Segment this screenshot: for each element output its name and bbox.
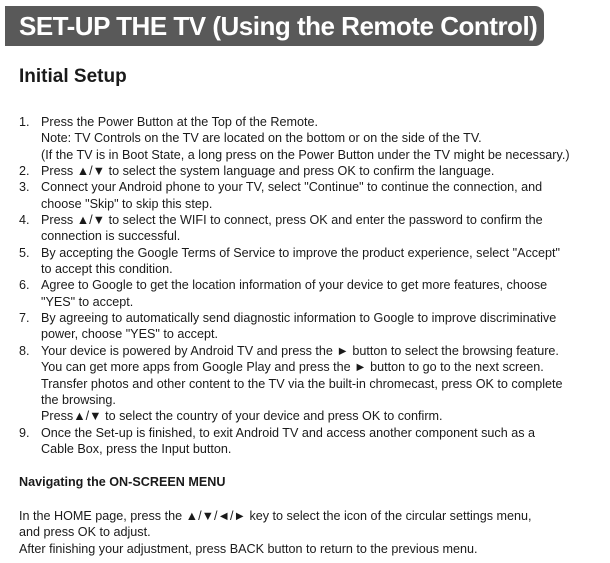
- step-text-line: By accepting the Google Terms of Service to improve the product experience, select "Accept": [41, 245, 561, 260]
- step-text-line: connection is successful.: [41, 229, 181, 244]
- step-text-line: Your device is powered by Android TV and press the ► button to select the browsing feature.: [41, 343, 559, 358]
- step-text-line: choose "Skip" to skip this step.: [41, 196, 213, 211]
- step-text-line: the browsing.: [41, 392, 116, 407]
- step-text-line: Cable Box, press the Input button.: [41, 441, 232, 456]
- step-text: [41, 277, 607, 310]
- step-number: 5.: [19, 245, 30, 260]
- step-text-line: (If the TV is in Boot State, a long press on the Power Button under the TV might be necessary.): [41, 147, 570, 162]
- step-text: [41, 114, 607, 163]
- step-number: 8.: [19, 343, 30, 358]
- setup-step: [19, 179, 607, 212]
- banner-title: SET-UP THE TV (Using the Remote Control): [19, 11, 538, 41]
- step-number: 6.: [19, 278, 30, 293]
- step-number: 2.: [19, 164, 30, 179]
- step-text-line: Agree to Google to get the location information of your device to get more features, choose: [41, 278, 548, 293]
- step-text-line: to accept this condition.: [41, 262, 173, 277]
- step-text-line: "YES" to accept.: [41, 294, 134, 309]
- step-number: 9.: [19, 425, 30, 440]
- step-text: [41, 212, 607, 245]
- step-text-line: Press ▲/▼ to select the system language and press OK to confirm the language.: [41, 164, 495, 179]
- step-text-line: Press the Power Button at the Top of the Remote.: [41, 115, 318, 129]
- step-text: [41, 163, 607, 179]
- step-text-line: You can get more apps from Google Play and press the ► button to go to the next screen.: [41, 360, 544, 375]
- setup-step: [19, 163, 607, 179]
- step-number: 4.: [19, 213, 30, 228]
- step-text-line: Connect your Android phone to your TV, select "Continue" to continue the connection, and: [41, 180, 543, 195]
- step-number: 3.: [19, 180, 30, 195]
- step-text-line: Press▲/▼ to select the country of your device and press OK to confirm.: [41, 409, 443, 424]
- setup-step: [19, 245, 607, 278]
- step-text-line: Once the Set-up is finished, to exit Android TV and access another component such as a: [41, 425, 536, 440]
- step-text: [41, 245, 607, 278]
- setup-step: [19, 114, 607, 163]
- step-text-line: Note: TV Controls on the TV are located on the bottom or on the side of the TV.: [41, 131, 482, 146]
- setup-steps-list: [19, 114, 607, 457]
- setup-step: [19, 310, 607, 343]
- setup-step: [19, 277, 607, 310]
- step-text: [41, 425, 607, 458]
- setup-step: [19, 425, 607, 458]
- step-number: 7.: [19, 311, 30, 326]
- step-text: [41, 179, 607, 212]
- paragraph-line: and press OK to adjust.: [19, 525, 151, 540]
- step-text-line: Transfer photos and other content to the TV via the built-in chromecast, press OK to complete: [41, 376, 563, 391]
- step-text-line: power, choose "YES" to accept.: [41, 327, 218, 342]
- step-text: [41, 310, 607, 343]
- page-banner: [5, 6, 544, 46]
- step-text-line: By agreeing to automatically send diagnostic information to Google to improve discriminative: [41, 311, 557, 326]
- setup-step: [19, 212, 607, 245]
- navigating-paragraph: [19, 508, 607, 557]
- step-text-line: Press ▲/▼ to select the WIFI to connect, press OK and enter the password to confirm the: [41, 213, 543, 228]
- step-text: [41, 343, 607, 425]
- step-number: 1.: [19, 115, 30, 129]
- setup-step: [19, 343, 607, 425]
- navigating-heading: Navigating the ON-SCREEN MENU: [19, 475, 226, 489]
- section-title: Initial Setup: [19, 66, 127, 87]
- paragraph-line: After finishing your adjustment, press BACK button to return to the previous menu.: [19, 541, 478, 556]
- paragraph-line: In the HOME page, press the ▲/▼/◄/► key to select the icon of the circular settings menu,: [19, 509, 532, 523]
